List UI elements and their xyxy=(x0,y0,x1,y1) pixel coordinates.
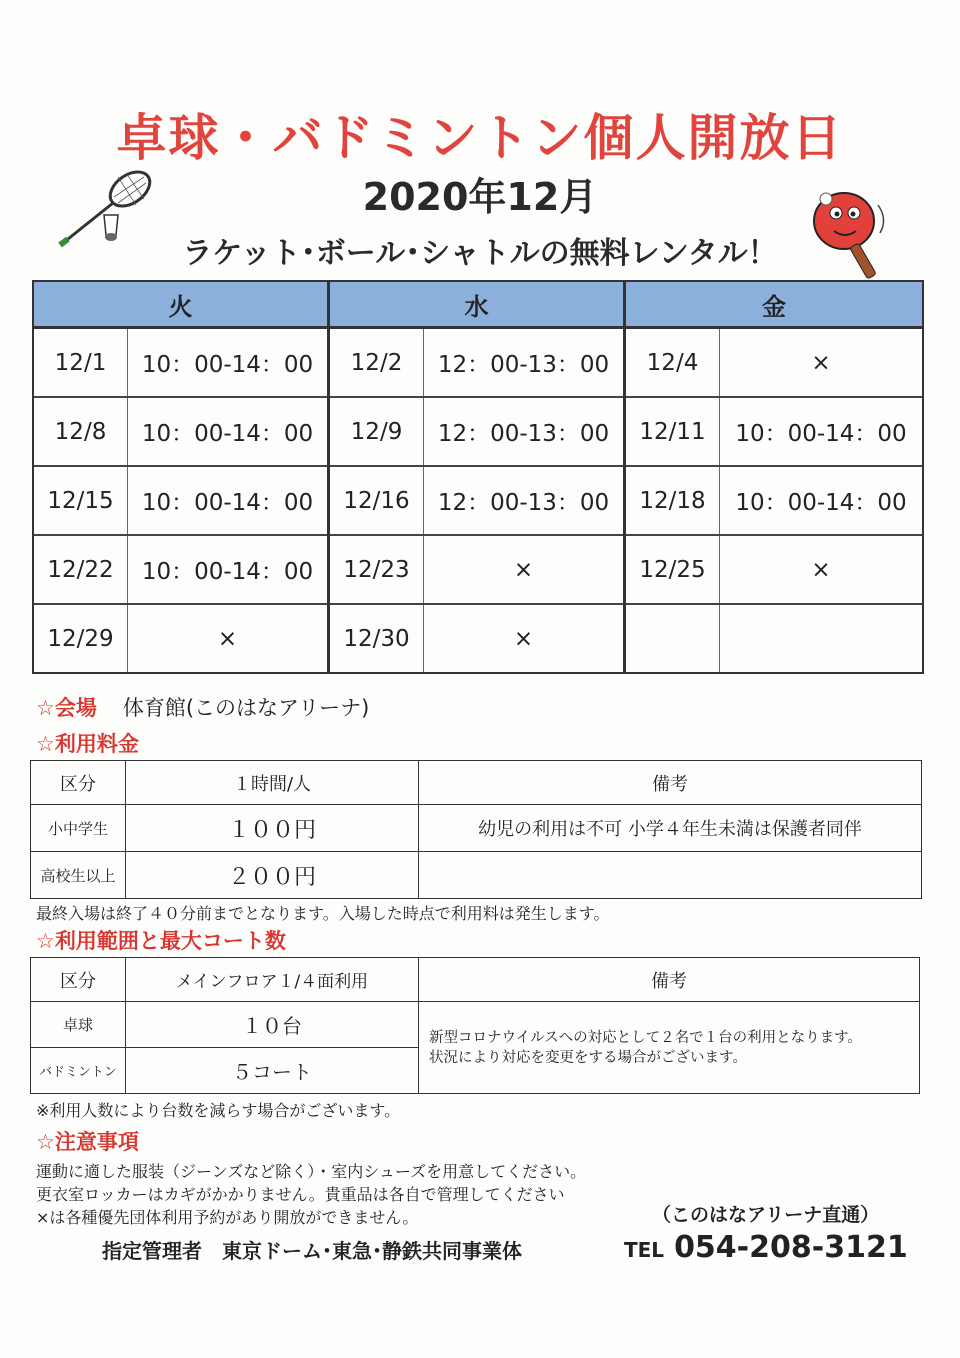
date-cell: 12/29 xyxy=(34,605,128,672)
date-cell: 12/9 xyxy=(330,398,424,465)
tel-value: 054-208-3121 xyxy=(674,1230,908,1265)
time-cell: × xyxy=(513,556,534,583)
time-cell xyxy=(720,605,922,672)
schedule-row xyxy=(626,398,922,467)
courts-header-category: 区分 xyxy=(31,958,126,1002)
fee-note: 幼児の利用は不可 小学４年生未満は保護者同伴 xyxy=(419,805,922,852)
time-cell: × xyxy=(811,349,831,376)
fees-header-note: 備考 xyxy=(419,761,922,805)
fee-category: 高校生以上 xyxy=(31,852,126,899)
phone-number xyxy=(624,1230,908,1265)
day-header: 金 xyxy=(626,282,922,329)
schedule-row xyxy=(330,536,623,605)
time-cell: 12：00-13：00 xyxy=(437,421,610,447)
venue-value: 体育館(このはなアリーナ) xyxy=(122,696,370,720)
notices-heading: ☆注意事項 xyxy=(36,1130,139,1154)
court-count: １０台 xyxy=(126,1002,419,1048)
fees-header-category: 区分 xyxy=(31,761,126,805)
schedule-row xyxy=(626,329,922,398)
venue-line xyxy=(36,692,369,722)
schedule-row xyxy=(626,605,922,672)
fees-footnote: 最終入場は終了４０分前までとなります。入場した時点で利用料は発生します。 xyxy=(36,904,610,923)
day-header: 火 xyxy=(34,282,327,329)
notice-line: ×は各種優先団体利用予約があり開放ができません。 xyxy=(36,1208,419,1227)
date-cell: 12/23 xyxy=(330,536,424,603)
schedule-row xyxy=(34,398,327,467)
courts-heading: ☆利用範囲と最大コート数 xyxy=(36,929,286,953)
time-cell: 10：00-14：00 xyxy=(735,490,907,516)
courts-table xyxy=(30,957,920,1094)
date-cell: 12/22 xyxy=(34,536,128,603)
fees-heading: ☆利用料金 xyxy=(36,732,139,756)
schedule-row xyxy=(330,398,623,467)
date-cell: 12/1 xyxy=(34,329,128,396)
courts-note-line: 状況により対応を変更をする場合がございます。 xyxy=(429,1049,747,1066)
date-cell: 12/25 xyxy=(626,536,720,603)
schedule-row xyxy=(34,605,327,672)
month-heading: 2020年12月 xyxy=(362,175,598,219)
time-cell: × xyxy=(217,625,238,652)
date-cell: 12/2 xyxy=(330,329,424,396)
courts-note-line: 新型コロナウイルスへの対応として２名で１台の利用となります。 xyxy=(429,1029,862,1046)
notice-line: 運動に適した服装（ジーンズなど除く）・室内シューズを用意してください。 xyxy=(36,1162,587,1181)
time-cell: × xyxy=(513,625,534,652)
date-cell: 12/15 xyxy=(34,467,128,534)
date-cell: 12/4 xyxy=(626,329,720,396)
organization-name: 指定管理者 東京ドーム･東急･静鉄共同事業体 xyxy=(102,1239,522,1263)
time-cell: 10：00-14：00 xyxy=(735,421,907,447)
fees-table xyxy=(30,760,922,899)
court-count: ５コート xyxy=(126,1048,419,1094)
schedule-column-friday xyxy=(626,282,922,672)
schedule-row xyxy=(34,467,327,536)
date-cell: 12/11 xyxy=(626,398,720,465)
time-cell: 10：00-14：00 xyxy=(141,352,314,378)
fee-price: １００円 xyxy=(126,805,419,852)
notice-line: 更衣室ロッカーはカギがかかりません。貴重品は各自で管理してください xyxy=(36,1185,565,1204)
day-header: 水 xyxy=(330,282,623,329)
courts-note xyxy=(419,1002,920,1094)
page-title: 卓球・バドミントン個人開放日 xyxy=(116,109,844,167)
direct-line-label: （このはなアリーナ直通） xyxy=(652,1204,880,1226)
fee-price: ２００円 xyxy=(126,852,419,899)
schedule-row xyxy=(330,329,623,398)
schedule-row xyxy=(330,467,623,536)
venue-label: ☆会場 xyxy=(36,696,97,720)
courts-header-note: 備考 xyxy=(419,958,920,1002)
time-cell: 12：00-13：00 xyxy=(437,490,610,516)
schedule-row xyxy=(330,605,623,672)
date-cell: 12/18 xyxy=(626,467,720,534)
date-cell: 12/8 xyxy=(34,398,128,465)
time-cell: 10：00-14：00 xyxy=(141,559,314,585)
schedule-row xyxy=(34,536,327,605)
schedule-row xyxy=(626,536,922,605)
fee-note xyxy=(419,852,922,899)
fees-header-price: １時間/人 xyxy=(126,761,419,805)
schedule-row xyxy=(626,467,922,536)
schedule-row xyxy=(34,329,327,398)
rental-tagline: ラケット･ボール･シャトルの無料レンタル！ xyxy=(182,236,778,271)
fee-category: 小中学生 xyxy=(31,805,126,852)
courts-footnote: ※利用人数により台数を減らす場合がございます。 xyxy=(36,1101,401,1120)
courts-header-area: メインフロア１/４面利用 xyxy=(126,958,419,1002)
time-cell: 10：00-14：00 xyxy=(141,421,314,447)
court-category: バドミントン xyxy=(31,1048,126,1094)
tel-label: TEL xyxy=(624,1238,665,1262)
time-cell: × xyxy=(811,556,831,583)
date-cell: 12/30 xyxy=(330,605,424,672)
time-cell: 10：00-14：00 xyxy=(141,490,314,516)
court-category: 卓球 xyxy=(31,1002,126,1048)
schedule-column-wednesday xyxy=(330,282,626,672)
date-cell: 12/16 xyxy=(330,467,424,534)
schedule-table xyxy=(32,280,924,674)
schedule-column-tuesday xyxy=(34,282,330,672)
time-cell: 12：00-13：00 xyxy=(437,352,610,378)
date-cell xyxy=(626,605,720,672)
